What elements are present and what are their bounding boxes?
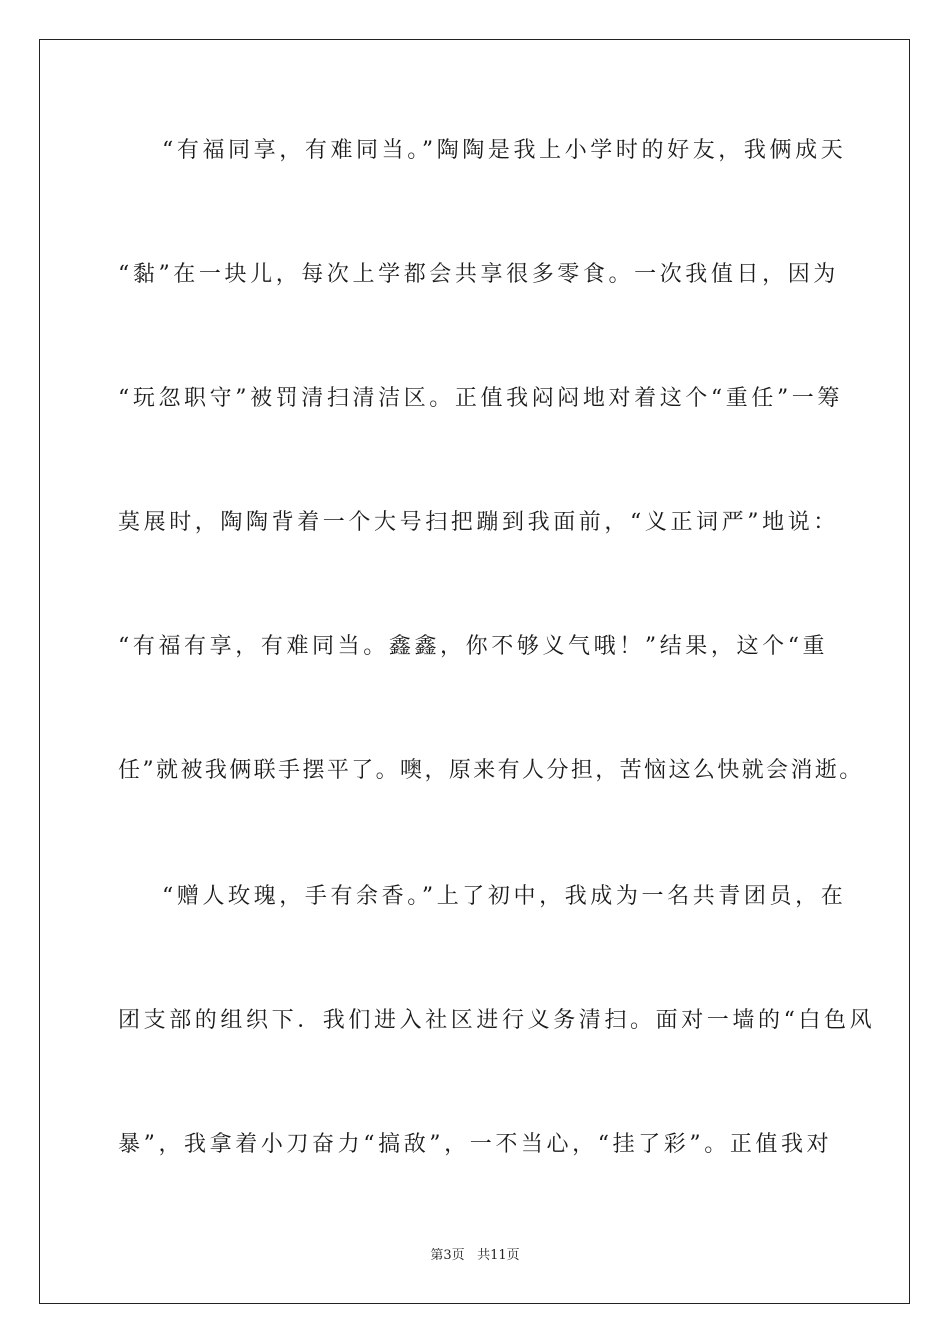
page-footer [0, 1247, 950, 1265]
paragraph-line: 莫展时，陶陶背着一个大号扫把蹦到我面前，“义正词严”地说： [118, 510, 839, 535]
paragraph-line: 任”就被我俩联手摆平了。噢，原来有人分担，苦恼这么快就会消逝。 [118, 758, 864, 783]
paragraph-line: “有福同享，有难同当。”陶陶是我上小学时的好友，我俩成天 [162, 138, 847, 163]
paragraph-line: 团支部的组织下．我们进入社区进行义务清扫。面对一墙的“白色风 [118, 1008, 876, 1033]
current-page-label: 第3页 [430, 1248, 465, 1263]
paragraph-line: “有福有享，有难同当。鑫鑫，你不够义气哦！”结果，这个“重 [118, 634, 829, 659]
paragraph-line: “赠人玫瑰，手有余香。”上了初中，我成为一名共青团员，在 [162, 884, 847, 909]
total-pages-label: 共11页 [477, 1248, 520, 1263]
paragraph-line: “黏”在一块儿，每次上学都会共享很多零食。一次我值日，因为 [118, 262, 839, 287]
page-border [39, 39, 910, 1304]
paragraph-line: “玩忽职守”被罚清扫清洁区。正值我闷闷地对着这个“重任”一筹 [118, 386, 843, 411]
paragraph-line: 暴”，我拿着小刀奋力“搞敌”，一不当心，“挂了彩”。正值我对 [118, 1132, 833, 1157]
